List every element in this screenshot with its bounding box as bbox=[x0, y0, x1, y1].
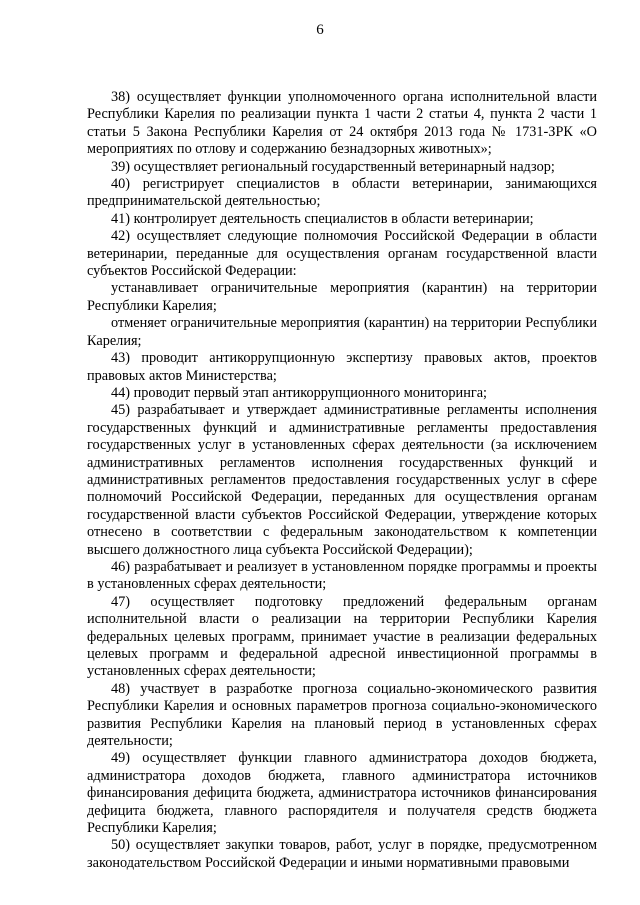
paragraph-47: 47) осуществляет подготовку предложений федеральным органам исполнительной власти о реализации на территории Республики Карелия федеральных целевых программ, принимает участие в реализации федеральных целевых программ и федеральной адресной инвестиционной программы в установленных сферах деятельности; bbox=[87, 593, 597, 680]
paragraph-38: 38) осуществляет функции уполномоченного органа исполнительной власти Республики Карелия по реализации пункта 1 части 2 статьи 4, пункта 2 части 1 статьи 5 Закона Республики Карелия от 24 октября 2013 года № 1731-ЗРК «О мероприятиях по отлову и содержанию безнадзорных животных»; bbox=[87, 89, 597, 158]
paragraph-49: 49) осуществляет функции главного администратора доходов бюджета, администратора доходов бюджета, главного администратора источников финансирования дефицита бюджета, администратора источников финансирования дефицита бюджета, главного распорядителя и получателя средств бюджета Республики Карелия; bbox=[87, 750, 597, 837]
paragraph-39: 39) осуществляет региональный государственный ветеринарный надзор; bbox=[111, 158, 555, 175]
paragraph-40: 40) регистрирует специалистов в области ветеринарии, занимающихся предпринимательской деятельностью; bbox=[87, 176, 597, 210]
page-number: 6 bbox=[316, 22, 324, 38]
paragraph-45: 45) разрабатывает и утверждает административные регламенты исполнения государственных функций и административные регламенты предоставления государственных услуг в установленных сферах деятельности (за исключением административных регламентов исполнения государственных функций и административных регламентов предоставления государственных услуг в сфере полномочий Российской Федерации, переданных для осуществления органам государственной власти субъектов Российской Федерации, утверждение которых отнесено в соответствии с федеральным законодательством к компетенции высшего должностного лица субъекта Российской Федерации); bbox=[87, 402, 597, 558]
paragraph-42: 42) осуществляет следующие полномочия Российской Федерации в области ветеринарии, переданные для осуществления органам государственной власти субъектов Российской Федерации: bbox=[87, 228, 597, 280]
document-body bbox=[87, 89, 597, 872]
paragraph-44: 44) проводит первый этап антикоррупционного мониторинга; bbox=[111, 384, 488, 401]
paragraph-42-item-1: устанавливает ограничительные мероприятия (карантин) на территории Республики Карелия; bbox=[87, 280, 597, 314]
paragraph-46: 46) разрабатывает и реализует в установленном порядке программы и проекты в установленных сферах деятельности; bbox=[87, 558, 597, 593]
paragraph-41: 41) контролирует деятельность специалистов в области ветеринарии; bbox=[111, 210, 534, 227]
paragraph-42-item-2: отменяет ограничительные мероприятия (карантин) на территории Республики Карелия; bbox=[87, 315, 597, 349]
paragraph-43: 43) проводит антикоррупционную экспертизу правовых актов, проектов правовых актов Министерства; bbox=[87, 350, 597, 384]
paragraph-50: 50) осуществляет закупки товаров, работ, услуг в порядке, предусмотренном законодательством Российской Федерации и иными нормативными правовыми bbox=[87, 837, 597, 871]
paragraph-48: 48) участвует в разработке прогноза социально-экономического развития Республики Карелия и основных параметров прогноза социально-экономического развития Республики Карелия на плановый период в установленных сферах деятельности; bbox=[87, 680, 597, 750]
